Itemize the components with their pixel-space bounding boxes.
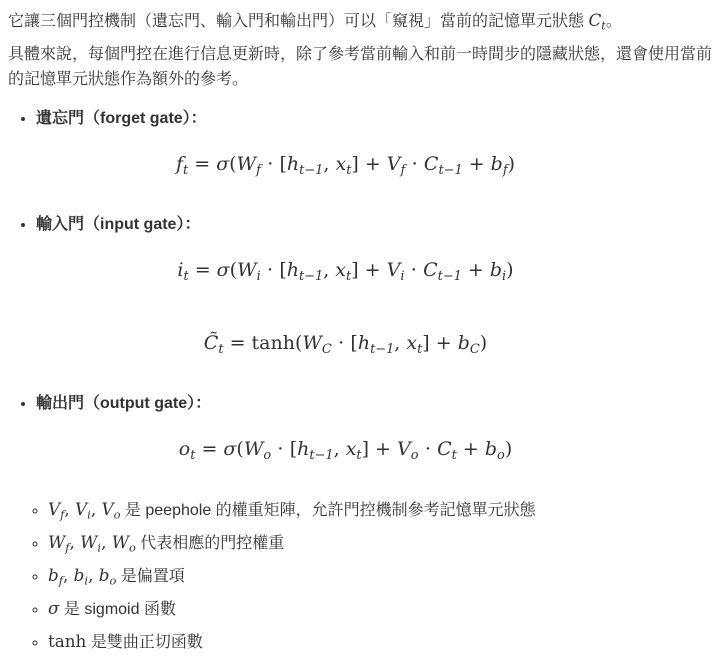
note-content: tanh 是雙曲正切函數 xyxy=(48,631,203,651)
note-item-sigmoid xyxy=(48,596,717,622)
formula-output-gate: $o_t = \sigma(W_o \cdot [h_{t-1}$, $x_t] + V_o \cdot C_t + b_o$) xyxy=(178,438,513,463)
formula-forget-gate: $f_t = \sigma(W_f \cdot [h_{t-1}$, $x_t] + V_f \cdot C_{t-1} + b_f$) xyxy=(175,153,516,178)
note-content: $b_f$, $b_i$, $b_o$ 是偏置項 xyxy=(48,565,185,588)
note-item-tanh xyxy=(48,629,717,655)
note-list xyxy=(36,497,717,655)
formula-candidate-cell: $C̃_t = \tanh(W_C \cdot [h_{t-1}$, $x_t] + b_C$) xyxy=(203,332,488,357)
inline-math-cell-state: $C_t$ xyxy=(588,10,606,33)
document-body xyxy=(8,8,717,655)
gate-item-forget xyxy=(36,106,717,178)
paragraph-detail: 具體來說，每個門控在進行信息更新時，除了參考當前輸入和前一時間步的隱藏狀態，還會使用當前的記憶單元狀態作為額外的參考。 xyxy=(8,46,713,88)
intro-text-end: 。 xyxy=(605,13,622,30)
gate-item-output xyxy=(36,391,717,655)
note-content: σ 是 sigmoid 函數 xyxy=(48,598,176,618)
gate-item-input xyxy=(36,212,717,357)
gate-label-forget: 遺忘門（forget gate）： xyxy=(36,110,207,127)
intro-text-start: 它讓三個門控機制（遺忘門、輸入門和輸出門）可以「窺視」當前的記憶單元狀態 xyxy=(8,13,589,30)
formula-input-gate: $i_t = \sigma(W_i \cdot [h_{t-1}$, $x_t] + V_i \cdot C_{t-1} + b_i$) xyxy=(177,259,514,284)
gate-label-output: 輸出門（output gate）： xyxy=(36,395,212,412)
paragraph-intro xyxy=(8,8,717,34)
note-content: $V_f$, $V_i$, $V_o$ 是 peephole 的權重矩陣，允許門控機制參考記憶單元狀態 xyxy=(48,499,536,522)
note-content: $W_f$, $W_i$, $W_o$ 代表相應的門控權重 xyxy=(48,532,285,555)
gate-list xyxy=(8,106,717,655)
note-item-peephole-weights xyxy=(48,497,717,523)
gate-label-input: 輸入門（input gate）： xyxy=(36,216,201,233)
note-item-gate-weights xyxy=(48,530,717,556)
note-item-bias-terms xyxy=(48,563,717,589)
